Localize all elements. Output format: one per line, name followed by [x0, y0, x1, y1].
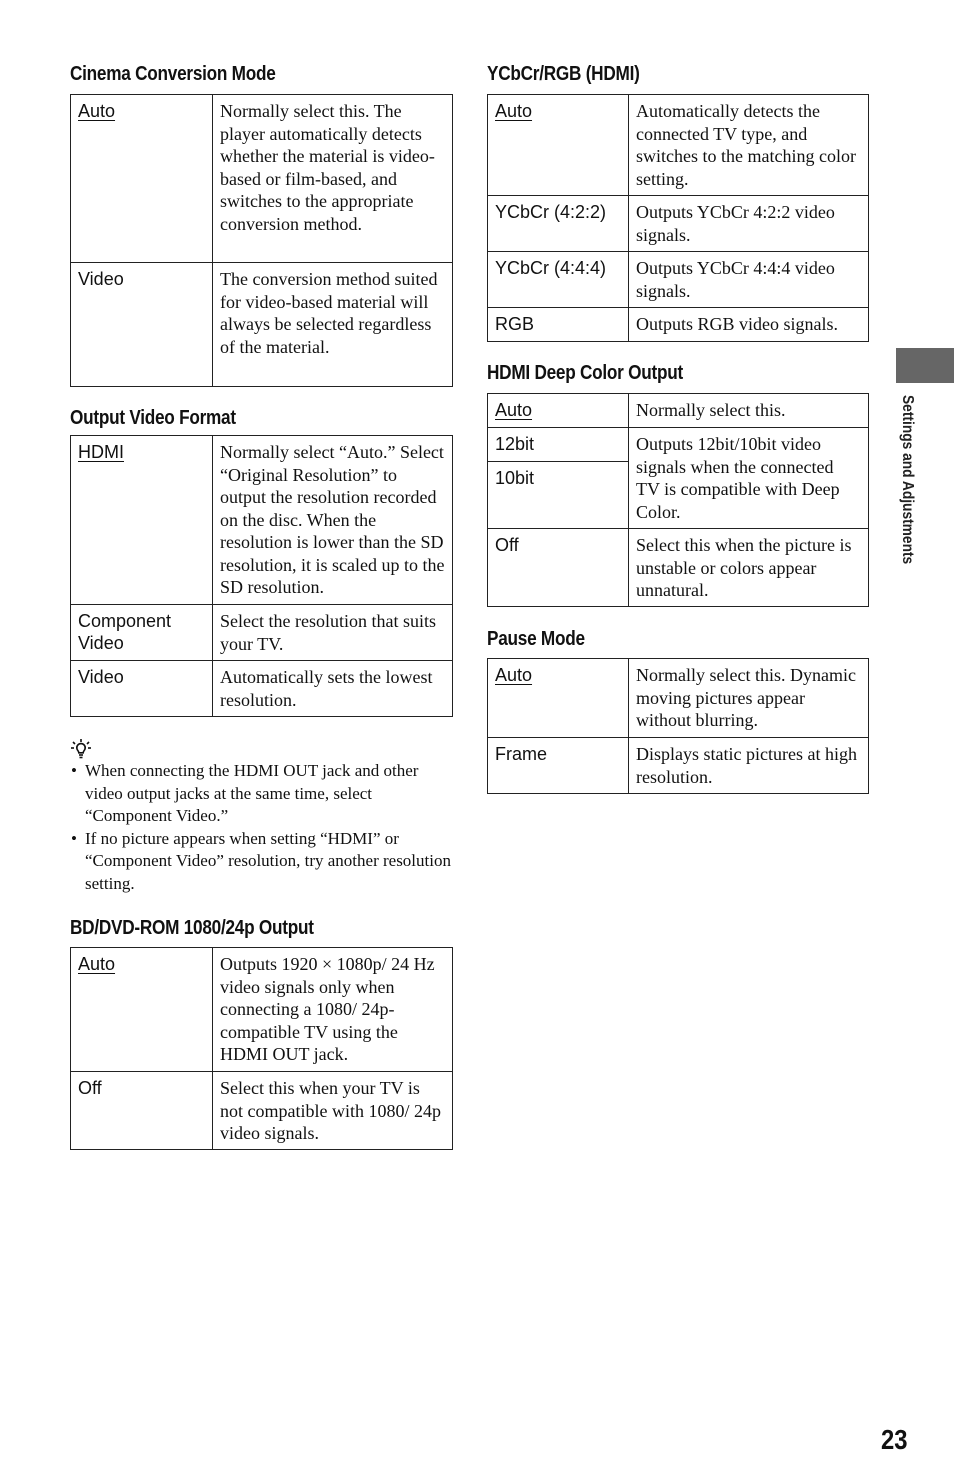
option-description: Automatically sets the lowest resolution.: [213, 661, 453, 717]
table-row: [71, 1072, 453, 1150]
option-key: Auto: [488, 95, 629, 196]
option-description: The conversion method suited for video-based material will always be selected regardless of the material.: [213, 263, 453, 387]
output-video-format-table: [70, 435, 453, 717]
option-description: Normally select this. Dynamic moving pictures appear without blurring.: [629, 659, 869, 738]
table-row: [71, 263, 453, 387]
option-description: Outputs 1920 × 1080p/ 24 Hz video signals only when connecting a 1080/ 24p-compatible TV using the HDMI OUT jack.: [213, 948, 453, 1072]
hint-item: • If no picture appears when setting “HDMI” or “Component Video” resolution, try another resolution setting.: [70, 828, 453, 896]
option-description: Normally select “Auto.” Select “Original Resolution” to output the resolution recorded on the disc. When the resolution is lower than the SD resolution, it is scaled up to the SD resolution.: [213, 436, 453, 605]
deep-color-table: [487, 393, 869, 607]
option-description: Normally select this.: [629, 394, 869, 428]
option-description: Displays static pictures at high resolution.: [629, 738, 869, 794]
table-row: [488, 252, 869, 308]
table-row: [488, 428, 869, 462]
option-description: Outputs YCbCr 4:2:2 video signals.: [629, 196, 869, 252]
option-description: Normally select this. The player automatically detects whether the material is video-based or film-based, and switches to the appropriate conversion method.: [213, 95, 453, 263]
section-title-pause-mode: Pause Mode: [487, 628, 585, 650]
section-title-bd-dvd-rom-output: BD/DVD-ROM 1080/24p Output: [70, 917, 314, 939]
cinema-conversion-table: [70, 94, 453, 387]
option-key: Component Video: [71, 605, 213, 661]
side-section-label: Settings and Adjustments: [899, 395, 916, 565]
page-number: 23: [881, 1424, 908, 1455]
table-row: [71, 605, 453, 661]
option-description: Select this when the picture is unstable or colors appear unnatural.: [629, 529, 869, 607]
option-key: Video: [71, 263, 213, 387]
option-key: HDMI: [71, 436, 213, 605]
side-tab-marker: [896, 348, 954, 383]
section-title-cinema-conversion-mode: Cinema Conversion Mode: [70, 63, 276, 85]
option-key: Auto: [71, 95, 213, 263]
bd-output-table: [70, 947, 453, 1150]
option-description: Select the resolution that suits your TV.: [213, 605, 453, 661]
option-description: Outputs RGB video signals.: [629, 308, 869, 342]
ycbcr-rgb-table: [487, 94, 869, 342]
table-row: [488, 308, 869, 342]
option-description: Outputs YCbCr 4:4:4 video signals.: [629, 252, 869, 308]
table-row: [71, 948, 453, 1072]
table-row: [488, 394, 869, 428]
table-row: [488, 529, 869, 607]
option-key: YCbCr (4:2:2): [488, 196, 629, 252]
hint-bulb-icon: [70, 738, 92, 760]
section-title-ycbcr-rgb: YCbCr/RGB (HDMI): [487, 63, 640, 85]
table-row: [71, 95, 453, 263]
option-key: 10bit: [488, 462, 629, 529]
table-row: [71, 661, 453, 717]
table-row: [488, 95, 869, 196]
option-key: Frame: [488, 738, 629, 794]
option-description: Select this when your TV is not compatible with 1080/ 24p video signals.: [213, 1072, 453, 1150]
table-row: [71, 436, 453, 605]
option-description: Automatically detects the connected TV type, and switches to the matching color setting.: [629, 95, 869, 196]
option-key: 12bit: [488, 428, 629, 462]
option-key: Off: [71, 1072, 213, 1150]
table-row: [488, 738, 869, 794]
table-row: [488, 196, 869, 252]
option-key: Auto: [488, 659, 629, 738]
option-key: RGB: [488, 308, 629, 342]
hint-notes: [70, 760, 453, 895]
option-key: YCbCr (4:4:4): [488, 252, 629, 308]
option-key: Auto: [488, 394, 629, 428]
option-key: Video: [71, 661, 213, 717]
option-key: Off: [488, 529, 629, 607]
section-title-hdmi-deep-color: HDMI Deep Color Output: [487, 362, 683, 384]
option-key: Auto: [71, 948, 213, 1072]
table-row: [488, 659, 869, 738]
hint-item: • When connecting the HDMI OUT jack and other video output jacks at the same time, select “Component Video.”: [70, 760, 453, 828]
option-description: Outputs 12bit/10bit video signals when the connected TV is compatible with Deep Color.: [629, 428, 869, 529]
pause-mode-table: [487, 658, 869, 794]
section-title-output-video-format: Output Video Format: [70, 407, 236, 429]
